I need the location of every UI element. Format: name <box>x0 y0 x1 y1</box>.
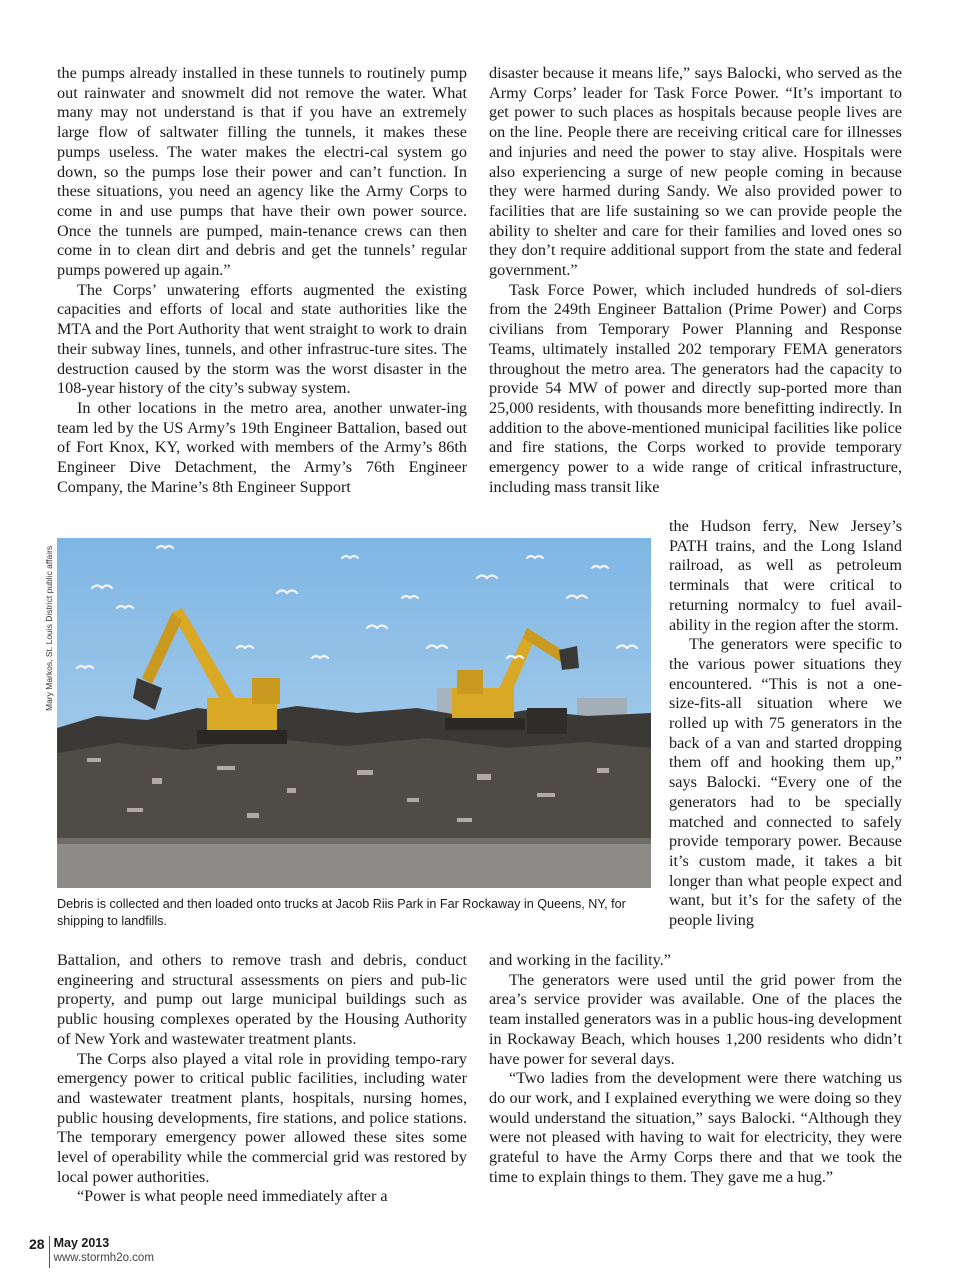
article-column-left-bottom <box>57 951 467 1207</box>
photo-caption: Debris is collected and then loaded onto trucks at Jacob Riis Park in Far Rockaway in Queens, NY, for shipping to landfills. <box>57 897 626 928</box>
paragraph: “Two ladies from the development were there watching us do our work, and I explained everything we were doing so they would understand the situation,” says Balocki. “Although they were not pleased with having to wait for electricity, they were grateful to have the Army Corps there and that we took the time to explain things to them. They gave me a hug.” <box>489 1069 902 1186</box>
page-footer <box>29 1236 154 1268</box>
photo-credit: Mary Markos, St. Louis District public affairs <box>44 545 54 711</box>
footer-info <box>54 1236 154 1266</box>
paragraph: Battalion, and others to remove trash and debris, conduct engineering and structural assessments on piers and pub-lic property, and pump out large municipal buildings such as public housing complexes operated by the Housing Authority of New York and wastewater treatment plants. <box>57 951 467 1048</box>
photo-illustration <box>57 538 651 888</box>
issue-date: May 2013 <box>53 1236 110 1250</box>
article-column-right-narrow <box>669 517 902 931</box>
page-number: 28 <box>29 1236 45 1252</box>
article-column-right-bottom <box>489 951 902 1187</box>
paragraph: the Hudson ferry, New Jersey’s PATH trains, and the Long Island railroad, as well as petroleum terminals that were critical to returning normalcy to fuel avail-ability in the region after the storm. <box>669 517 902 634</box>
paragraph: “Power is what people need immediately after a <box>77 1187 388 1206</box>
site-url[interactable]: www.stormh2o.com <box>53 1252 154 1264</box>
ground <box>57 838 651 888</box>
paragraph: The Corps also played a vital role in providing tempo-rary emergency power to critical public facilities, including water and wastewater treatment plants, hospitals, nursing homes, public housing developments, fire stations, and police stations. The temporary emergency power allowed these sites some level of operability while the commercial grid was restored by local power authorities. <box>57 1049 467 1186</box>
paragraph: Task Force Power, which included hundreds of sol-diers from the 249th Engineer Battalion (Prime Power) and Corps civilians from Temporary Power Planning and Response Teams, ultimately installed 202 temporary FEMA generators throughout the metro area. The generators had the capacity to provide 54 MW of power and directly sup-ported more than 25,000 residents, with thousands more benefitting indirectly. In addition to the above-mentioned municipal facilities like police and fire stations, the Corps worked to provide temporary emergency power to a wide range of critical infrastructure, including mass transit like <box>489 280 902 496</box>
paragraph: The Corps’ unwatering efforts augmented the existing capacities and efforts of local and state authorities like the MTA and the Port Authority that went straight to work to drain their subway lines, tunnels, and other infrastruc-ture sites. The destruction caused by the storm was the worst disaster in the 108-year history of the city’s subway system. <box>57 280 467 398</box>
paragraph: the pumps already installed in these tunnels to routinely pump out rainwater and snowmelt did not remove the water. What many may not understand is that if you have an extremely large flow of saltwater filling the tunnels, it makes these pumps useless. The water makes the electri-cal system go down, so the pumps lose their power and can’t function. In these situations, you need an agency like the Army Corps to come in and use pumps that have their own power source. Once the tunnels are pumped, main-tenance crews can then come in to clean dirt and debris and get the tunnels’ regular pumps powered up again.” <box>57 64 467 280</box>
paragraph: The generators were used until the grid power from the area’s service provider was available. One of the places the team installed generators was in a public hous-ing development in Rockaway Beach, which houses 1,200 residents who didn’t have power for several days. <box>489 970 902 1068</box>
footer-divider <box>49 1236 50 1268</box>
debris-photo <box>57 538 651 888</box>
paragraph: The generators were specific to the various power situations they encountered. “This is not a one-size-fits-all situation where we rolled up with 75 generators in the back of a van and started dropping them off and hooking them up,” says Balocki. “Every one of the generators had to be specially matched and connected to safely provide temporary power. Because it’s custom made, it takes a bit longer than what people expect and want, but it’s for the safety of the people living <box>669 635 902 930</box>
paragraph: disaster because it means life,” says Balocki, who served as the Army Corps’ leader for Task Force Power. “It’s important to get power to such places as hospitals because people lives are on the line. People there are receiving critical care for illnesses and injuries and need the power to stay alive. Hospitals were also experiencing a surge of new people coming in because they were harmed during Sandy. We also provided power to facilities that are life sustaining so we can provide people the ability to shelter and care for their families and loved ones so they don’t require additional support from the state and federal government.” <box>489 64 902 280</box>
article-column-left-top <box>57 64 467 497</box>
article-column-right-top <box>489 64 902 497</box>
paragraph: In other locations in the metro area, another unwater-ing team led by the US Army’s 19th Engineer Battalion, based out of Fort Knox, KY, worked with members of the Army’s 86th Engineer Dive Detachment, the Army’s 76th Engineer Company, the Marine’s 8th Engineer Support <box>57 398 467 496</box>
paragraph: and working in the facility.” <box>489 951 671 969</box>
